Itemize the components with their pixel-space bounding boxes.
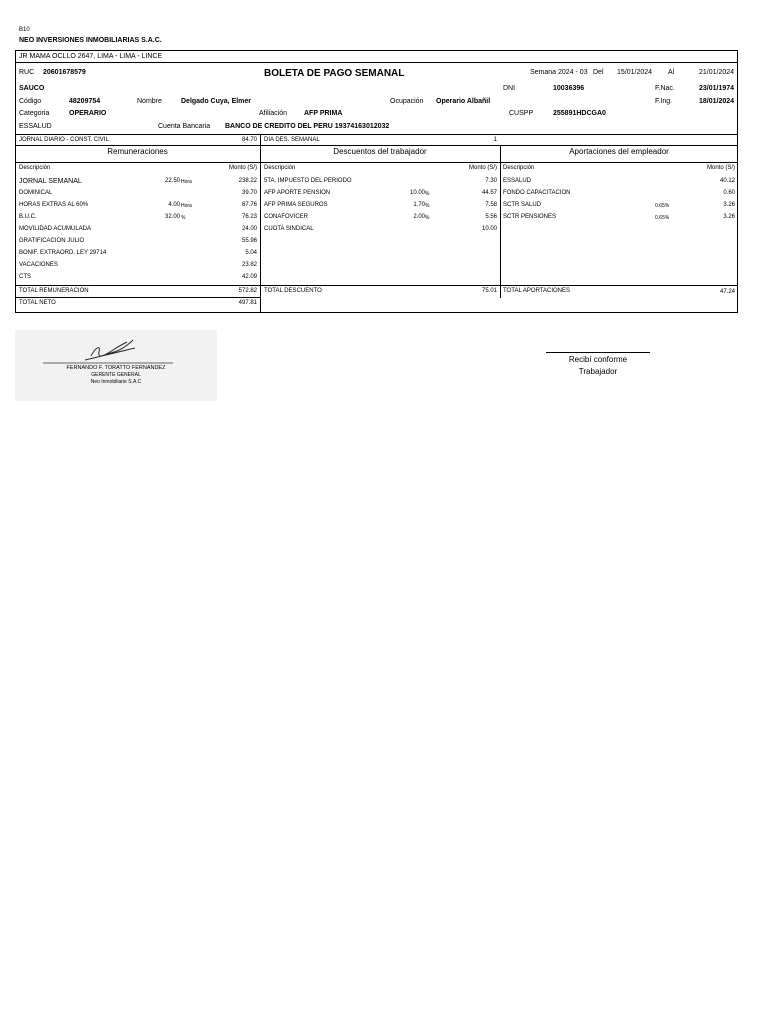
remuneracion-amount: 76.23 bbox=[241, 214, 257, 220]
dia-des-label: DIA DES. SEMANAL bbox=[264, 137, 320, 143]
cuspp-value: 255891HDCGA0 bbox=[553, 110, 606, 117]
ruc-value: 20601678579 bbox=[43, 69, 86, 76]
remuneracion-amount: 23.82 bbox=[241, 262, 257, 268]
remuneracion-desc: B.U.C. bbox=[19, 214, 37, 220]
column-divider bbox=[500, 145, 501, 298]
aportaciones-monto-header: Monto (S/) bbox=[706, 165, 735, 171]
aportacion-amount: 0.60 bbox=[723, 190, 735, 196]
dni-label: DNI bbox=[503, 85, 516, 92]
descuento-amount: 5.56 bbox=[485, 214, 497, 220]
total-descuento-label: TOTAL DESCUENTO bbox=[264, 288, 322, 294]
descuento-unit: % bbox=[425, 215, 430, 221]
remuneracion-amount: 5.04 bbox=[245, 250, 257, 256]
remuneracion-amount: 67.76 bbox=[241, 202, 257, 208]
descuento-desc: AFP APORTE PENSION bbox=[264, 190, 331, 196]
jornal-diario-value: 84.70 bbox=[241, 137, 257, 143]
remuneraciones-desc-header: Descripción bbox=[19, 165, 51, 171]
cuenta-value: BANCO DE CREDITO DEL PERU 19374163012032 bbox=[225, 123, 390, 130]
signer-name: FERNANDO F. TORATTO FERNANDEZ bbox=[66, 365, 166, 371]
descuento-desc: AFP PRIMA SEGUROS bbox=[264, 202, 328, 208]
descuentos-monto-header: Monto (S/) bbox=[468, 165, 497, 171]
remuneracion-qty: 32.00 bbox=[164, 214, 180, 220]
ocupacion-label: Ocupación bbox=[390, 98, 424, 105]
descuento-amount: 7.58 bbox=[485, 202, 497, 208]
trabajador-label: Trabajador bbox=[578, 367, 618, 376]
remuneracion-desc: GRATIFICACION JULIO bbox=[19, 238, 85, 244]
al-label: Al bbox=[668, 69, 675, 76]
remuneracion-desc: BONIF. EXTRAORD. LEY 29714 bbox=[19, 250, 107, 256]
fnac-value: 23/01/1974 bbox=[699, 85, 735, 92]
signer-company: Neo Inmobiliarie S.A.C bbox=[90, 379, 142, 385]
column-divider bbox=[260, 134, 261, 313]
remuneracion-amount: 238.22 bbox=[238, 178, 257, 184]
remuneracion-unit: Hora bbox=[181, 179, 192, 185]
remuneracion-desc: JORNAL SEMANAL bbox=[19, 178, 82, 185]
al-date: 21/01/2024 bbox=[699, 69, 735, 76]
afiliacion-value: AFP PRIMA bbox=[304, 110, 343, 117]
aportacion-pct: 0.65% bbox=[655, 215, 670, 221]
total-remuneracion-value: 572.82 bbox=[238, 288, 257, 294]
del-label: Del bbox=[593, 69, 604, 76]
company-name: NEO INVERSIONES INMOBILIARIAS S.A.C. bbox=[19, 37, 162, 44]
divider bbox=[15, 62, 738, 63]
divider bbox=[15, 162, 738, 163]
address: JR MAMA OCLLO 2647, LIMA - LIMA - LINCE bbox=[19, 53, 163, 60]
remuneracion-desc: VACACIONES bbox=[19, 262, 58, 268]
semana-label: Semana 2024 - 03 bbox=[530, 69, 588, 76]
worker-signature-line bbox=[546, 352, 650, 353]
aportacion-amount: 3.26 bbox=[723, 214, 735, 220]
total-aportaciones-value: 47.24 bbox=[719, 289, 735, 295]
descuento-qty: 1.70 bbox=[413, 202, 425, 208]
dia-des-value: 1 bbox=[493, 137, 497, 143]
divider bbox=[15, 297, 260, 298]
essalud-label: ESSALUD bbox=[19, 123, 52, 130]
descuento-qty: 2.00 bbox=[413, 214, 425, 220]
descuento-desc: CONAFOVICER bbox=[264, 214, 309, 220]
ocupacion-value: Operario Albañil bbox=[436, 98, 491, 105]
remuneracion-desc: MOVILIDAD ACUMULADA bbox=[19, 226, 92, 232]
aportacion-amount: 3.26 bbox=[723, 202, 735, 208]
codigo-value: 48209754 bbox=[69, 98, 101, 105]
descuentos-desc-header: Descripción bbox=[264, 165, 296, 171]
descuento-desc: 5TA. IMPUESTO DEL PERIODO bbox=[264, 178, 352, 184]
total-descuento-value: 75.01 bbox=[481, 288, 497, 294]
del-date: 15/01/2024 bbox=[617, 69, 653, 76]
total-neto-value: 497.81 bbox=[238, 300, 257, 306]
fing-value: 18/01/2024 bbox=[699, 98, 735, 105]
remuneracion-desc: HORAS EXTRAS AL 60% bbox=[19, 202, 89, 208]
descuento-unit: % bbox=[425, 203, 430, 209]
work-site: SAUCO bbox=[19, 85, 45, 92]
aportaciones-header: Aportaciones del empleador bbox=[569, 147, 669, 156]
document-title: BOLETA DE PAGO SEMANAL bbox=[264, 68, 405, 79]
descuentos-header: Descuentos del trabajador bbox=[333, 147, 427, 156]
cuenta-label: Cuenta Bancaria bbox=[158, 123, 211, 130]
remuneracion-amount: 24.00 bbox=[241, 226, 257, 232]
aportacion-pct: 0.65% bbox=[655, 203, 670, 209]
total-remuneracion-label: TOTAL REMUNERACION bbox=[19, 288, 89, 294]
descuento-unit: % bbox=[425, 191, 430, 197]
remuneraciones-monto-header: Monto (S/) bbox=[228, 165, 257, 171]
divider bbox=[15, 134, 738, 135]
descuento-amount: 7.30 bbox=[485, 178, 497, 184]
jornal-diario-label: JORNAL DIARIO - CONST. CIVIL bbox=[19, 137, 109, 143]
total-aportaciones-label: TOTAL APORTACIONES bbox=[503, 288, 571, 294]
aportacion-desc: SCTR SALUD bbox=[503, 202, 542, 208]
afiliacion-label: Afiliación bbox=[259, 110, 288, 117]
remuneracion-qty: 22.50 bbox=[164, 178, 180, 184]
nombre-value: Delgado Cuya, Elmer bbox=[181, 98, 252, 105]
employer-signature-block bbox=[15, 330, 217, 401]
aportacion-desc: FONDO CAPACITACION bbox=[503, 190, 571, 196]
descuento-qty: 10.00 bbox=[409, 190, 425, 196]
descuento-amount: 10.00 bbox=[481, 226, 497, 232]
fing-label: F.Ing. bbox=[655, 98, 673, 105]
cuspp-label: CUSPP bbox=[509, 110, 534, 117]
remuneraciones-header: Remuneraciones bbox=[107, 147, 168, 156]
remuneracion-unit: Hora bbox=[181, 203, 192, 209]
aportacion-amount: 40.12 bbox=[719, 178, 735, 184]
descuento-desc: CUOTA SINDICAL bbox=[264, 226, 314, 232]
remuneracion-amount: 42.09 bbox=[241, 274, 257, 280]
codigo-label: Código bbox=[19, 98, 42, 105]
nombre-label: Nombre bbox=[137, 98, 162, 105]
remuneracion-qty: 4.00 bbox=[168, 202, 180, 208]
recibi-conforme-label: Recibí conforme bbox=[568, 355, 628, 364]
dni-value: 10036396 bbox=[553, 85, 585, 92]
descuento-amount: 44.57 bbox=[481, 190, 497, 196]
payslip-frame bbox=[15, 50, 738, 313]
aportaciones-desc-header: Descripción bbox=[503, 165, 535, 171]
page-code: B10 bbox=[19, 27, 30, 33]
divider bbox=[15, 145, 738, 146]
aportacion-desc: SCTR PENSIONES bbox=[503, 214, 557, 220]
fnac-label: F.Nac. bbox=[655, 85, 675, 92]
remuneracion-amount: 39.70 bbox=[241, 190, 257, 196]
total-neto-label: TOTAL NETO bbox=[19, 300, 56, 306]
remuneracion-desc: DOMINICAL bbox=[19, 190, 53, 196]
remuneracion-unit: % bbox=[181, 215, 186, 221]
ruc-label: RUC bbox=[19, 69, 35, 76]
remuneracion-desc: CTS bbox=[19, 274, 31, 280]
categoria-label: Categoria bbox=[19, 110, 50, 117]
divider bbox=[15, 285, 738, 286]
signer-title: GERENTE GENERAL bbox=[91, 372, 141, 378]
categoria-value: OPERARIO bbox=[69, 110, 107, 117]
remuneracion-amount: 55.96 bbox=[241, 238, 257, 244]
aportacion-desc: ESSALUD bbox=[503, 178, 532, 184]
